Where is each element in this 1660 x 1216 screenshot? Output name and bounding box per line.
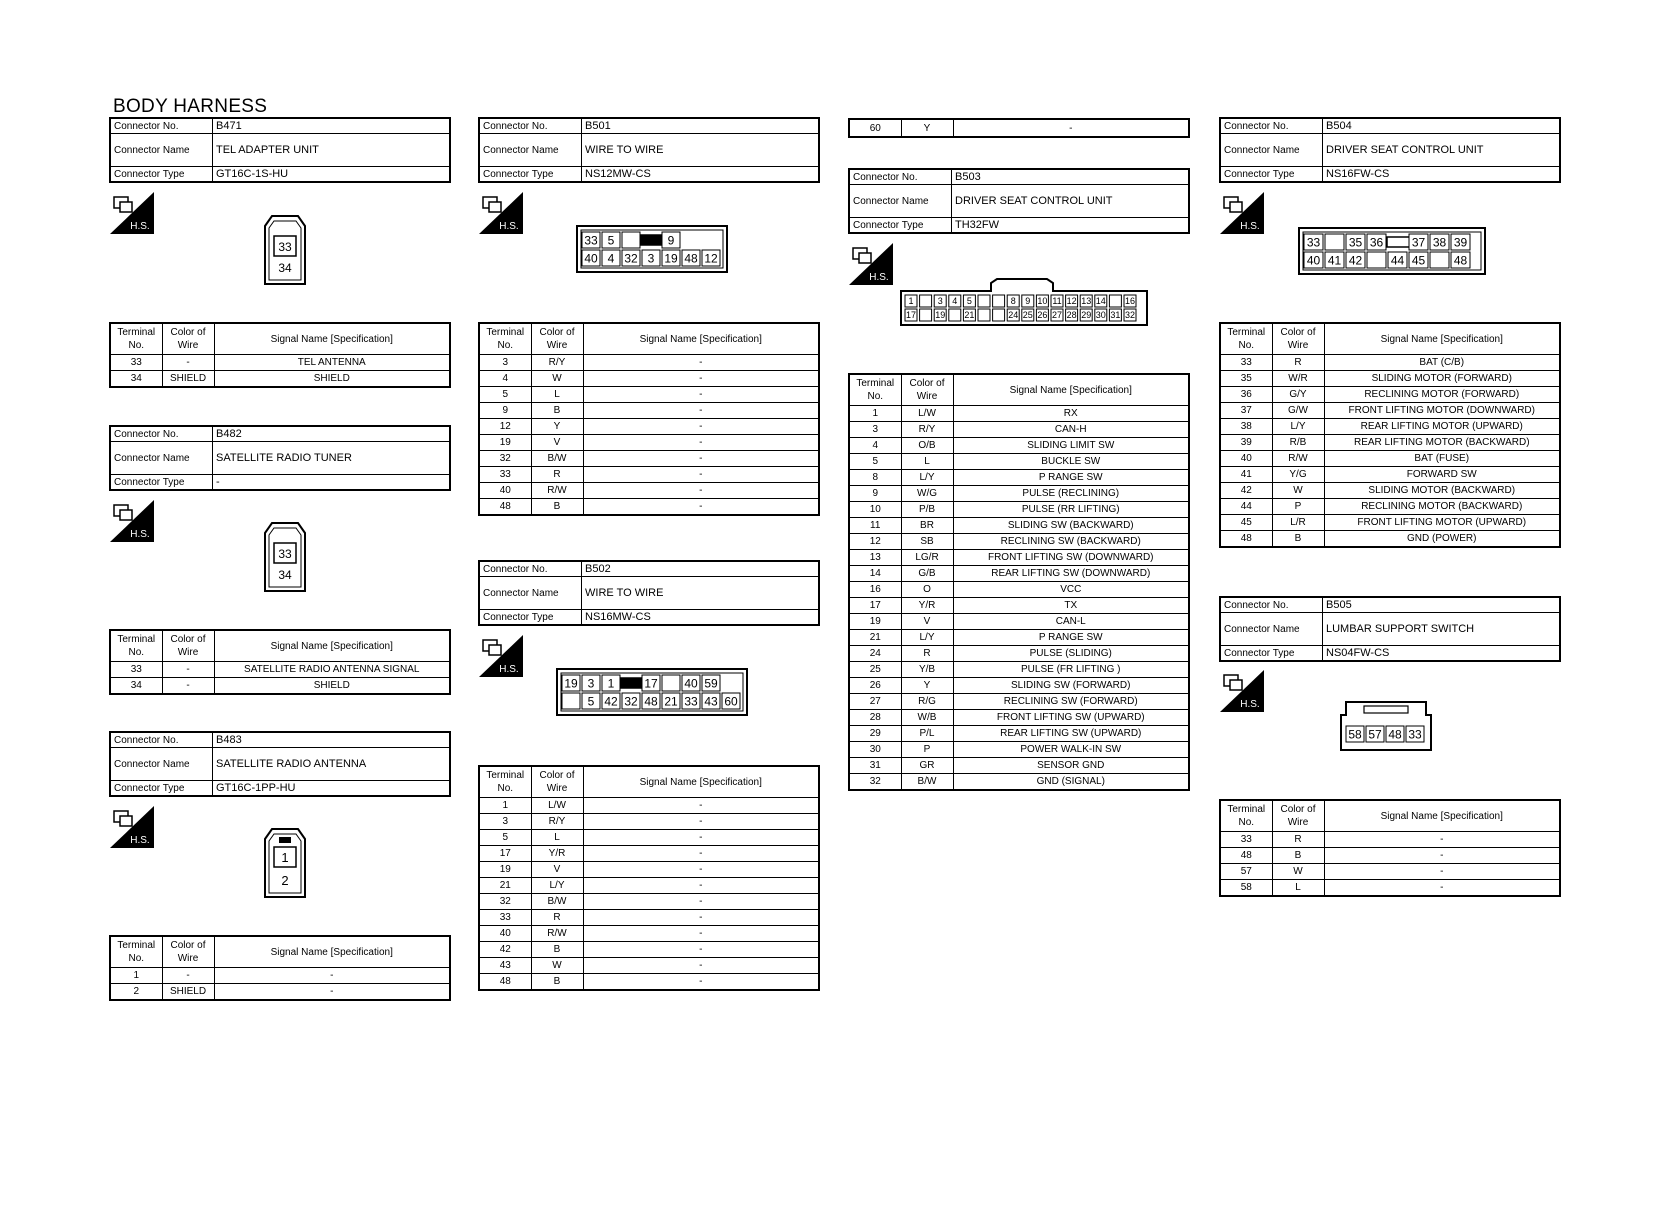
table-row: 44 P RECLINING MOTOR (BACKWARD) [1220, 499, 1560, 515]
pin-label: 3 [647, 251, 655, 266]
connector-type-value: NS12MW-CS [582, 167, 820, 183]
pin-label: 40 [584, 251, 598, 266]
table-row: 36 G/Y RECLINING MOTOR (FORWARD) [1220, 387, 1560, 403]
connector-info-b503 [848, 168, 1190, 234]
pin-cell [993, 309, 1005, 321]
svg-text:H.S.: H.S. [499, 221, 519, 232]
table-row: 39 R/B REAR LIFTING MOTOR (BACKWARD) [1220, 435, 1560, 451]
pin-33: 33 [278, 240, 292, 254]
table-row: 45 L/R FRONT LIFTING MOTOR (UPWARD) [1220, 515, 1560, 531]
header-signal-name: Signal Name [Specification] [583, 766, 819, 798]
table-row: 33 - SATELLITE RADIO ANTENNA SIGNAL [110, 662, 450, 678]
header-terminal-no: Terminal No. [479, 323, 531, 355]
table-row: 5 L - [479, 830, 819, 846]
svg-text:H.S.: H.S. [1240, 699, 1260, 710]
header-terminal-no: Terminal No. [479, 766, 531, 798]
header-color-of-wire: Color of Wire [901, 374, 953, 406]
header-signal-name: Signal Name [Specification] [1324, 323, 1560, 355]
label-connector-name: Connector Name [110, 134, 213, 167]
table-row: 35 W/R SLIDING MOTOR (FORWARD) [1220, 371, 1560, 387]
connector-no-value: B501 [582, 118, 820, 134]
connector-diagram-b501 [576, 225, 728, 273]
pin-label: 1 [908, 296, 914, 307]
table-row: 33 R - [479, 467, 819, 483]
table-row: 8 L/Y P RANGE SW [849, 470, 1189, 486]
label-connector-type: Connector Type [1220, 646, 1323, 662]
terminal-table-b482 [109, 629, 451, 695]
header-signal-name: Signal Name [Specification] [214, 323, 450, 355]
label-connector-type: Connector Type [1220, 167, 1323, 183]
svg-text:H.S.: H.S. [869, 272, 889, 283]
pin-label: 33 [584, 233, 598, 248]
table-row: 2 SHIELD - [110, 984, 450, 1001]
connector-diagram-b482 [262, 521, 308, 593]
table-row: 26 Y SLIDING SW (FORWARD) [849, 678, 1189, 694]
table-row: 9 B - [479, 403, 819, 419]
table-row: 41 Y/G FORWARD SW [1220, 467, 1560, 483]
hs-icon [110, 806, 154, 848]
connector-name-value: DRIVER SEAT CONTROL UNIT [1323, 134, 1561, 167]
pin-1: 1 [281, 850, 289, 865]
pin-34: 34 [278, 261, 292, 275]
table-row: 37 G/W FRONT LIFTING MOTOR (DOWNWARD) [1220, 403, 1560, 419]
pin-label: 30 [1095, 310, 1106, 321]
pin-label: 33 [1306, 235, 1321, 250]
table-row: 29 P/L REAR LIFTING SW (UPWARD) [849, 726, 1189, 742]
table-row: 13 LG/R FRONT LIFTING SW (DOWNWARD) [849, 550, 1189, 566]
connector-info-b505 [1219, 596, 1561, 662]
table-row: 12 Y - [479, 419, 819, 435]
label-connector-name: Connector Name [1220, 613, 1323, 646]
table-row: 34 SHIELD SHIELD [110, 371, 450, 388]
connector-type-value: - [213, 475, 451, 491]
label-connector-name: Connector Name [479, 134, 582, 167]
pin-label: 5 [966, 296, 972, 307]
pin-cell [1367, 252, 1386, 268]
pin-label: 42 [604, 694, 618, 709]
connector-no-value: B504 [1323, 118, 1561, 134]
pin-label: 40 [1306, 253, 1321, 268]
terminal-table-b503 [848, 373, 1190, 791]
connector-no-value: B471 [213, 118, 451, 134]
label-connector-no: Connector No. [110, 426, 213, 442]
pin-cell [622, 232, 640, 248]
hs-icon [1220, 192, 1264, 234]
label-connector-no: Connector No. [479, 118, 582, 134]
connector-diagram-b502 [556, 668, 748, 716]
connector-no-value: B505 [1323, 597, 1561, 613]
hs-icon [110, 192, 154, 234]
table-row: 9 W/G PULSE (RECLINING) [849, 486, 1189, 502]
connector-name-value: TEL ADAPTER UNIT [213, 134, 451, 167]
connector-info-b471 [109, 117, 451, 183]
pin-label: 21 [964, 310, 975, 321]
header-terminal-no: Terminal No. [110, 630, 162, 662]
table-row: 21 L/Y - [479, 878, 819, 894]
hs-icon [479, 192, 523, 234]
pin-33: 33 [278, 547, 292, 561]
table-row: 33 R BAT (C/B) [1220, 355, 1560, 371]
pin-label: 10 [1037, 296, 1048, 307]
table-row: 31 GR SENSOR GND [849, 758, 1189, 774]
pin-label: 17 [644, 676, 658, 691]
label-connector-type: Connector Type [110, 167, 213, 183]
svg-text:H.S.: H.S. [1240, 221, 1260, 232]
table-row: 48 B - [1220, 848, 1560, 864]
table-row: 34 - SHIELD [110, 678, 450, 695]
pin-label: 42 [1348, 253, 1363, 268]
table-row: 33 R - [1220, 832, 1560, 848]
pin-label: 19 [664, 251, 678, 266]
header-terminal-no: Terminal No. [110, 323, 162, 355]
label-connector-name: Connector Name [849, 185, 952, 218]
hs-icon [110, 500, 154, 542]
table-row: 40 R/W - [479, 483, 819, 499]
terminal-table-b483 [109, 935, 451, 1001]
terminal-table-b502-continued [848, 118, 1190, 138]
connector-type-value: GT16C-1PP-HU [213, 781, 451, 797]
connector-name-value: WIRE TO WIRE [582, 134, 820, 167]
table-row: 48 B - [479, 974, 819, 991]
pin-label: 5 [607, 233, 615, 248]
label-connector-type: Connector Type [110, 781, 213, 797]
label-connector-no: Connector No. [849, 169, 952, 185]
connector-name-value: LUMBAR SUPPORT SWITCH [1323, 613, 1561, 646]
terminal-table-b471 [109, 322, 451, 388]
pin-cell [1430, 252, 1449, 268]
table-row: 40 R/W - [479, 926, 819, 942]
pin-label: 14 [1095, 296, 1106, 307]
terminal-table-b505 [1219, 799, 1561, 897]
table-row: 4 W - [479, 371, 819, 387]
pin-label: 9 [1025, 296, 1031, 307]
label-connector-name: Connector Name [479, 577, 582, 610]
table-row: 42 W SLIDING MOTOR (BACKWARD) [1220, 483, 1560, 499]
svg-text:H.S.: H.S. [130, 529, 150, 540]
connector-info-b502 [478, 560, 820, 626]
label-connector-name: Connector Name [110, 442, 213, 475]
table-row: 19 V CAN-L [849, 614, 1189, 630]
pin-label: 17 [905, 310, 917, 321]
table-row: 48 B GND (POWER) [1220, 531, 1560, 548]
pin-label: 28 [1066, 310, 1077, 321]
table-row: 4 O/B SLIDING LIMIT SW [849, 438, 1189, 454]
pin-label: 41 [1327, 253, 1342, 268]
connector-name-value: SATELLITE RADIO ANTENNA [213, 748, 451, 781]
pin-cell [1325, 234, 1344, 250]
pin-label: 19 [564, 676, 578, 691]
pin-label: 58 [1348, 727, 1362, 742]
table-row: 16 O VCC [849, 582, 1189, 598]
pin-label: 5 [587, 694, 595, 709]
pin-label: 12 [704, 251, 718, 266]
table-row: 33 R - [479, 910, 819, 926]
header-signal-name: Signal Name [Specification] [214, 936, 450, 968]
pin-label: 38 [1432, 235, 1447, 250]
table-row: 1 - - [110, 968, 450, 984]
table-row: 32 B/W GND (SIGNAL) [849, 774, 1189, 791]
table-row: 43 W - [479, 958, 819, 974]
svg-text:H.S.: H.S. [499, 664, 519, 675]
pin-label: 24 [1008, 310, 1019, 321]
label-connector-no: Connector No. [110, 732, 213, 748]
table-row: 19 V - [479, 862, 819, 878]
pin-label: 33 [684, 694, 698, 709]
pin-cell [662, 675, 680, 691]
pin-label: 39 [1453, 235, 1468, 250]
pin-label: 32 [624, 251, 638, 266]
connector-name-value: WIRE TO WIRE [582, 577, 820, 610]
header-terminal-no: Terminal No. [1220, 323, 1272, 355]
svg-text:H.S.: H.S. [130, 835, 150, 846]
pin-label: 32 [1124, 310, 1136, 321]
table-row: 30 P POWER WALK-IN SW [849, 742, 1189, 758]
connector-diagram-b471 [262, 214, 308, 286]
connector-info-b504 [1219, 117, 1561, 183]
connector-diagram-b504 [1298, 227, 1486, 275]
table-row: 25 Y/B PULSE (FR LIFTING ) [849, 662, 1189, 678]
table-row: 1 L/W - [479, 798, 819, 814]
terminal-table-b501 [478, 322, 820, 516]
pin-label: 9 [667, 233, 675, 248]
connector-diagram-b505 [1340, 701, 1432, 751]
label-connector-name: Connector Name [1220, 134, 1323, 167]
pin-label: 19 [935, 310, 946, 321]
label-connector-type: Connector Type [849, 218, 952, 234]
pin-label: 60 [724, 694, 738, 709]
pin-cell [920, 309, 932, 321]
pin-label: 44 [1390, 253, 1405, 268]
label-connector-no: Connector No. [1220, 118, 1323, 134]
table-row: 58 L - [1220, 880, 1560, 897]
table-row: 1 L/W RX [849, 406, 1189, 422]
header-terminal-no: Terminal No. [110, 936, 162, 968]
pin-label: 3 [587, 676, 595, 691]
pin-label: 48 [684, 251, 698, 266]
header-color-of-wire: Color of Wire [1272, 800, 1324, 832]
pin-label: 59 [704, 676, 718, 691]
table-row: 3 R/Y - [479, 814, 819, 830]
pin-label: 16 [1124, 296, 1136, 307]
connector-type-value: NS04FW-CS [1323, 646, 1561, 662]
label-connector-no: Connector No. [1220, 597, 1323, 613]
table-row: 3 R/Y - [479, 355, 819, 371]
table-row: 24 R PULSE (SLIDING) [849, 646, 1189, 662]
connector-no-value: B482 [213, 426, 451, 442]
terminal-table-b502 [478, 765, 820, 991]
pin-cell [562, 693, 580, 709]
pin-label: 8 [1010, 296, 1016, 307]
pin-cell [978, 295, 990, 307]
table-row: 33 - TEL ANTENNA [110, 355, 450, 371]
pin-label: 43 [704, 694, 718, 709]
table-row: 11 BR SLIDING SW (BACKWARD) [849, 518, 1189, 534]
pin-label: 3 [937, 296, 943, 307]
page-title: BODY HARNESS [113, 96, 268, 117]
label-connector-type: Connector Type [479, 167, 582, 183]
table-row: 27 R/G RECLINING SW (FORWARD) [849, 694, 1189, 710]
connector-name-value: DRIVER SEAT CONTROL UNIT [952, 185, 1190, 218]
pin-label: 13 [1081, 296, 1092, 307]
connector-diagram-b503 [900, 278, 1148, 326]
connector-no-value: B483 [213, 732, 451, 748]
connector-diagram-b483 [262, 827, 308, 899]
terminal-table-b504 [1219, 322, 1561, 548]
pin-cell [920, 295, 932, 307]
header-terminal-no: Terminal No. [1220, 800, 1272, 832]
pin-label: 40 [684, 676, 698, 691]
pin-label: 31 [1110, 310, 1121, 321]
pin-label: 32 [624, 694, 638, 709]
table-row: 17 Y/R - [479, 846, 819, 862]
table-row: 32 B/W - [479, 894, 819, 910]
label-connector-type: Connector Type [479, 610, 582, 626]
pin-label: 26 [1037, 310, 1048, 321]
pin-cell [993, 295, 1005, 307]
pin-label: 4 [952, 296, 958, 307]
header-color-of-wire: Color of Wire [162, 323, 214, 355]
pin-2: 2 [281, 873, 289, 888]
table-row: 17 Y/R TX [849, 598, 1189, 614]
pin-label: 45 [1411, 253, 1426, 268]
pin-label: 48 [1388, 727, 1402, 742]
pin-cell [949, 309, 961, 321]
pin-34: 34 [278, 568, 292, 582]
pin-label: 37 [1411, 235, 1426, 250]
pin-label: 36 [1369, 235, 1384, 250]
connector-type-value: NS16MW-CS [582, 610, 820, 626]
connector-info-b482 [109, 425, 451, 491]
header-signal-name: Signal Name [Specification] [1324, 800, 1560, 832]
table-row: 57 W - [1220, 864, 1560, 880]
pin-label: 48 [1453, 253, 1468, 268]
header-signal-name: Signal Name [Specification] [953, 374, 1189, 406]
table-row: 21 L/Y P RANGE SW [849, 630, 1189, 646]
connector-name-value: SATELLITE RADIO TUNER [213, 442, 451, 475]
table-row: 12 SB RECLINING SW (BACKWARD) [849, 534, 1189, 550]
pin-label: 33 [1408, 727, 1422, 742]
table-row: 40 R/W BAT (FUSE) [1220, 451, 1560, 467]
table-row: 19 V - [479, 435, 819, 451]
connector-type-value: GT16C-1S-HU [213, 167, 451, 183]
pin-label: 4 [607, 251, 615, 266]
pin-label: 29 [1081, 310, 1092, 321]
svg-text:H.S.: H.S. [130, 221, 150, 232]
connector-info-b501 [478, 117, 820, 183]
label-connector-no: Connector No. [479, 561, 582, 577]
header-signal-name: Signal Name [Specification] [214, 630, 450, 662]
table-row: 60 Y - [849, 119, 1189, 137]
table-row: 28 W/B FRONT LIFTING SW (UPWARD) [849, 710, 1189, 726]
header-color-of-wire: Color of Wire [531, 766, 583, 798]
connector-no-value: B503 [952, 169, 1190, 185]
pin-label: 12 [1066, 296, 1077, 307]
table-row: 32 B/W - [479, 451, 819, 467]
table-row: 3 R/Y CAN-H [849, 422, 1189, 438]
table-row: 5 L BUCKLE SW [849, 454, 1189, 470]
header-color-of-wire: Color of Wire [1272, 323, 1324, 355]
pin-label: 1 [607, 676, 615, 691]
pin-label: 21 [664, 694, 678, 709]
connector-info-b483 [109, 731, 451, 797]
pin-label: 11 [1052, 296, 1062, 307]
label-connector-type: Connector Type [110, 475, 213, 491]
header-signal-name: Signal Name [Specification] [583, 323, 819, 355]
header-color-of-wire: Color of Wire [531, 323, 583, 355]
pin-label: 27 [1051, 310, 1063, 321]
connector-type-value: NS16FW-CS [1323, 167, 1561, 183]
hs-icon [479, 635, 523, 677]
header-terminal-no: Terminal No. [849, 374, 901, 406]
connector-no-value: B502 [582, 561, 820, 577]
hs-icon [1220, 670, 1264, 712]
pin-label: 57 [1368, 727, 1382, 742]
pin-cell [1109, 295, 1121, 307]
label-connector-name: Connector Name [110, 748, 213, 781]
pin-label: 25 [1022, 310, 1033, 321]
table-row: 5 L - [479, 387, 819, 403]
label-connector-no: Connector No. [110, 118, 213, 134]
table-row: 10 P/B PULSE (RR LIFTING) [849, 502, 1189, 518]
table-row: 38 L/Y REAR LIFTING MOTOR (UPWARD) [1220, 419, 1560, 435]
table-row: 14 G/B REAR LIFTING SW (DOWNWARD) [849, 566, 1189, 582]
header-color-of-wire: Color of Wire [162, 936, 214, 968]
pin-label: 35 [1348, 235, 1363, 250]
pin-cell [978, 309, 990, 321]
table-row: 48 B - [479, 499, 819, 516]
connector-type-value: TH32FW [952, 218, 1190, 234]
hs-icon [849, 243, 893, 285]
pin-label: 48 [644, 694, 658, 709]
table-row: 42 B - [479, 942, 819, 958]
header-color-of-wire: Color of Wire [162, 630, 214, 662]
